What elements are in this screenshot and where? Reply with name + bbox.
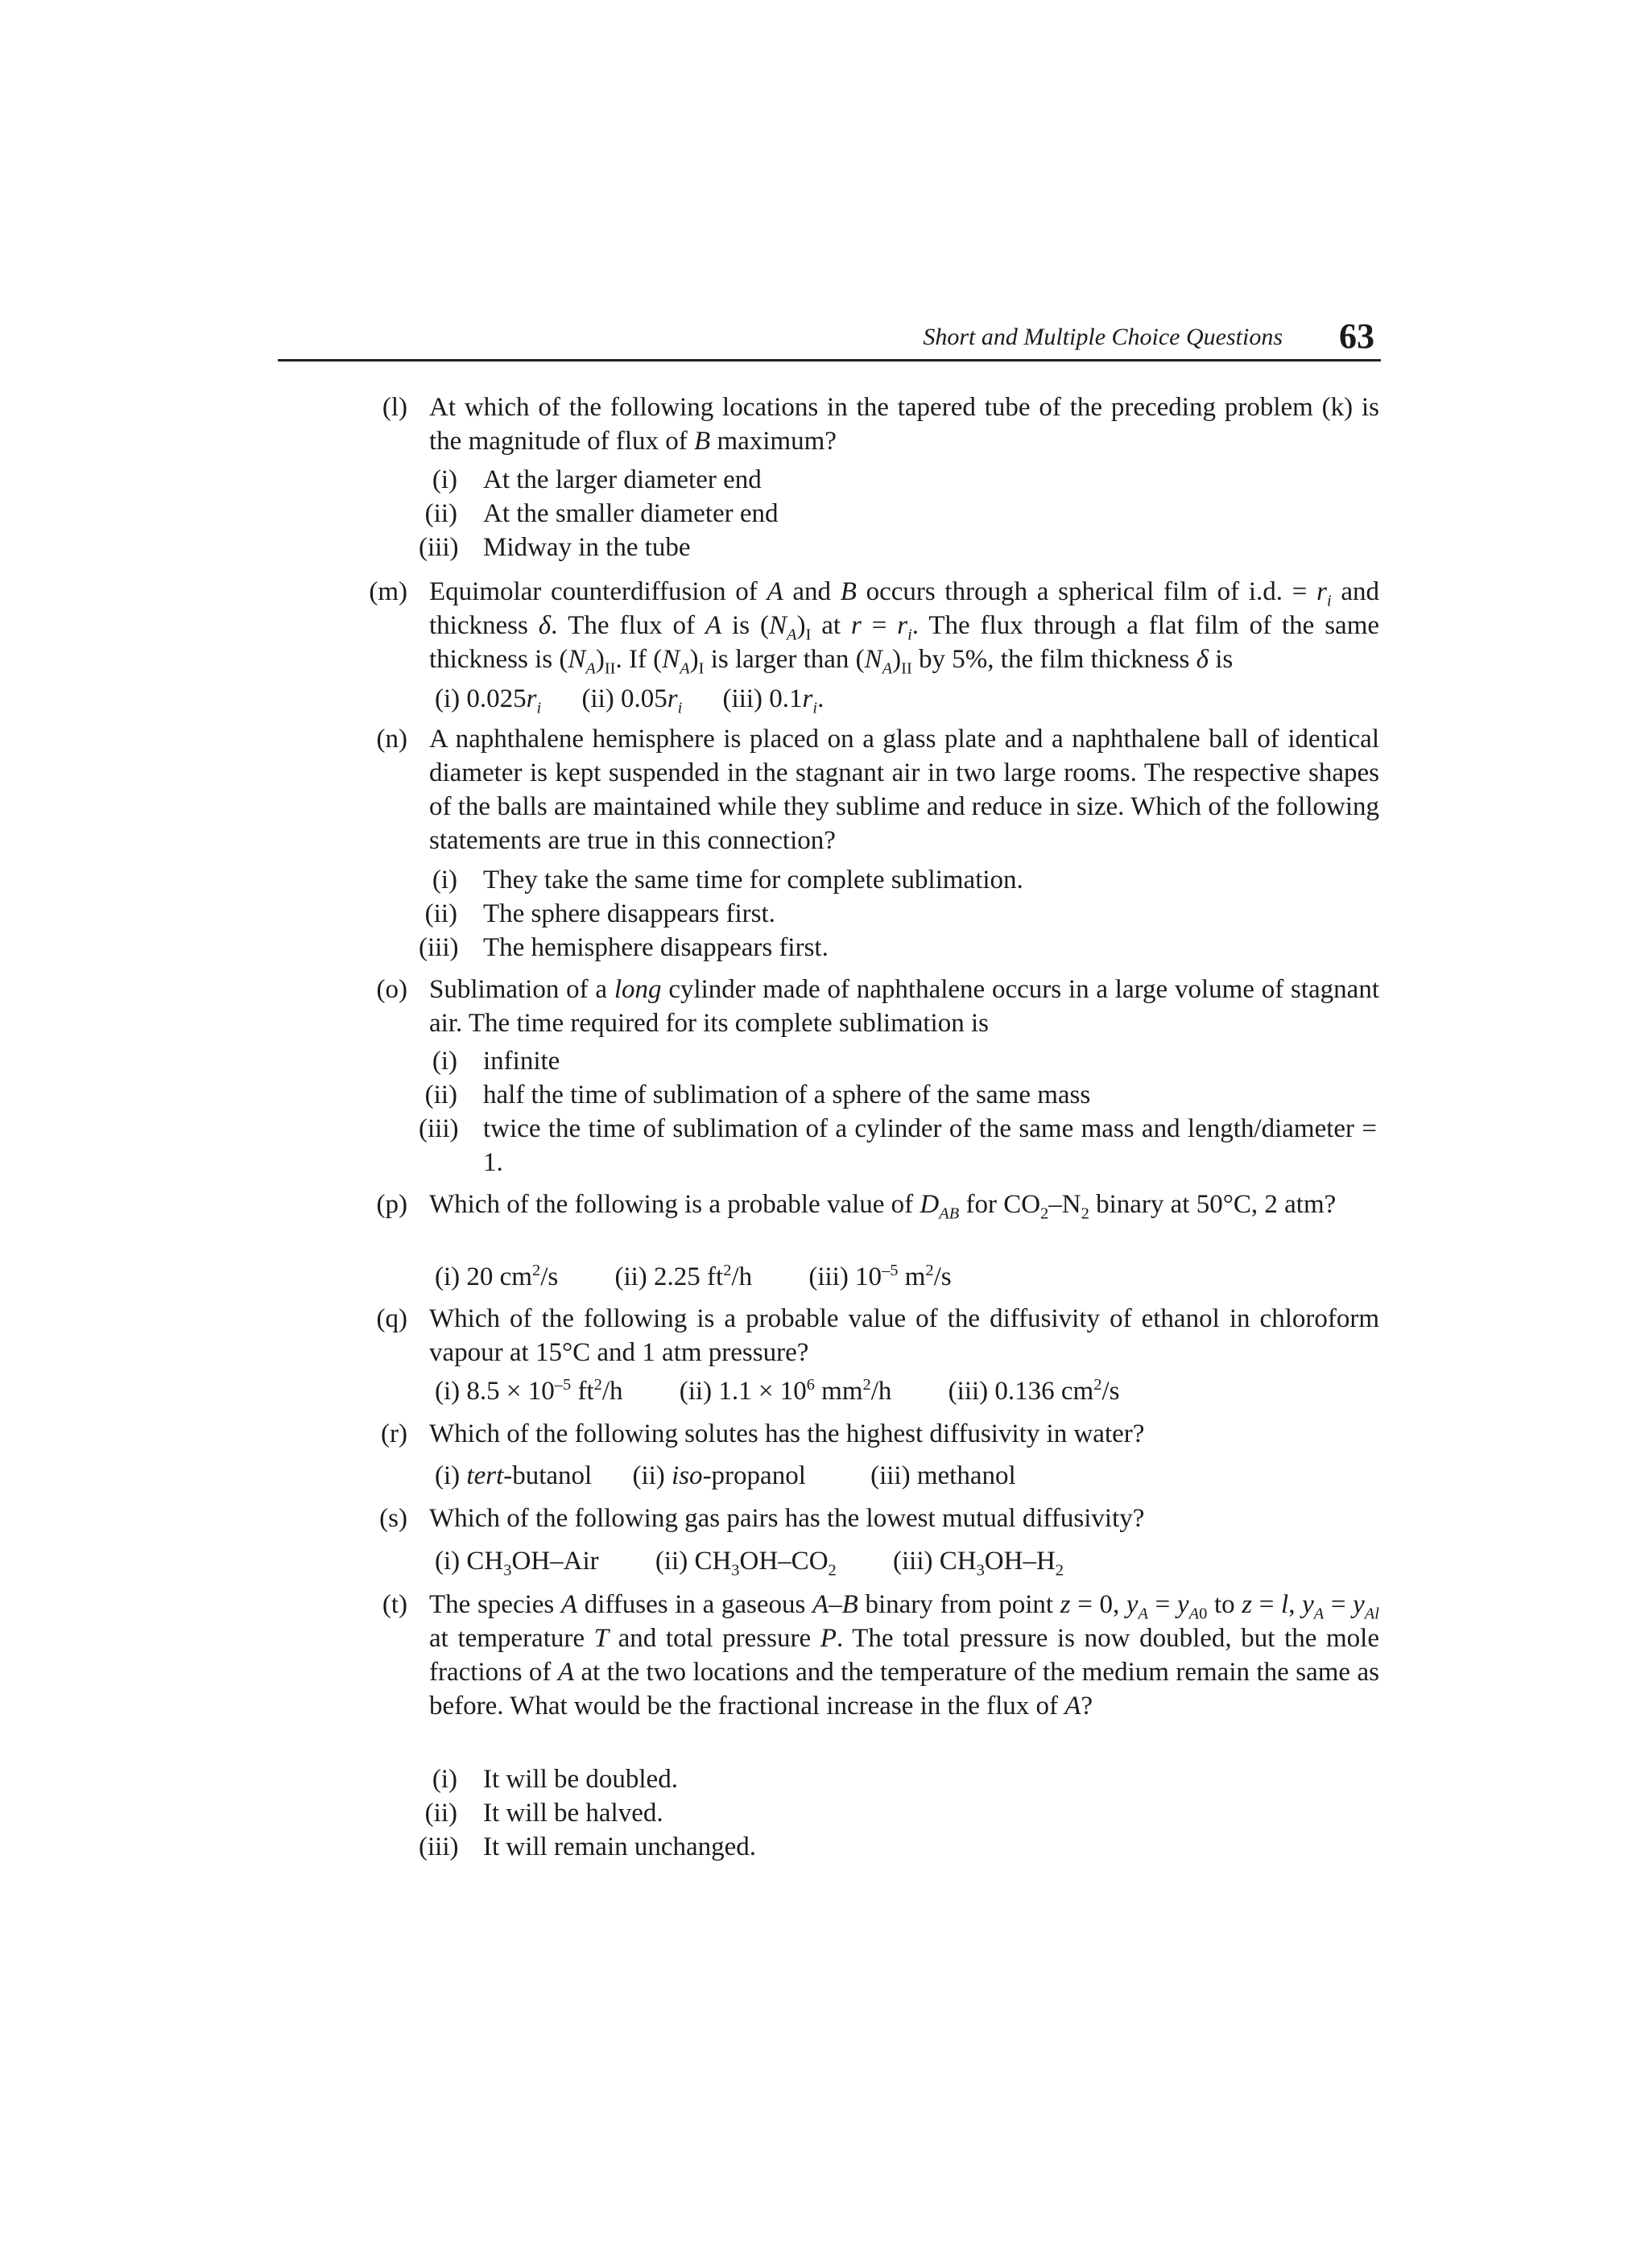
option-item: (ii) iso-propanol [632, 1461, 806, 1490]
question-stem: Which of the following gas pairs has the lowest mutual diffusivity? [429, 1504, 1145, 1533]
option-item: (i) At the larger diameter end [432, 465, 762, 494]
question-stem: Which of the following is a probable value of $D_{AB}$ for $CO_2-N_2$ binary at 50°C, 2 atm? [429, 1190, 1337, 1223]
option-item: (i) 20 $cm^2/s$ [435, 1262, 559, 1291]
option-item: (ii) $CH_3OH-CO_2$ [655, 1547, 837, 1580]
question-stem: Which of the following is a probable value of the diffusivity of ethanol in chloroform vapour at 15°C and 1 atm pressure? [429, 1304, 1379, 1367]
option-item: (ii) It will be halved. [424, 1799, 663, 1828]
option-item: (iii) $CH_3OH-H_2$ [893, 1547, 1064, 1580]
page-number: 63 [1339, 316, 1374, 356]
question-stem: A naphthalene hemisphere is placed on a glass plate and a naphthalene ball of identical diameter is kept suspended in the stagnant air in two large rooms. The respective shapes of the balls are maintained while they sublime and reduce in size. Which of the following statements are true in this connection? [429, 725, 1379, 855]
question-stem: At which of the following locations in the tapered tube of the preceding problem (k) is the magnitude of flux of B maximum? [429, 393, 1379, 456]
option-item: (i) It will be doubled. [432, 1765, 678, 1794]
option-list [419, 463, 1385, 564]
running-title: Short and Multiple Choice Questions [923, 324, 1283, 350]
option-row [435, 1459, 1016, 1493]
option-row [435, 1260, 952, 1294]
question-stem: Equimolar counterdiffusion of A and B occurs through a spherical film of i.d. = $r_i$ and thickness δ. The flux of A is $(N_A)_I$ at $r = r_i$. The flux through a flat film of the same thickness is $(N_A)_{II}$. If $(N_A)_I$ is larger than $(N_A)_{II}$ by 5%, the film thickness δ is [429, 577, 1380, 678]
option-item: (i) $CH_3OH$–Air [435, 1547, 599, 1580]
option-row [435, 1374, 1119, 1408]
option-item: (iii) 0.136 $cm^2/s$ [948, 1376, 1120, 1406]
option-row [435, 682, 824, 716]
option-item: (ii) $1.1 \times 10^6$ $mm^2/h$ [679, 1376, 892, 1406]
option-row [435, 1544, 1064, 1578]
option-item: (ii) At the smaller diameter end [424, 499, 779, 528]
question-stem: Sublimation of a long cylinder made of naphthalene occurs in a large volume of stagnant air. The time required for its complete sublimation is [429, 975, 1379, 1038]
option-list [419, 863, 1385, 965]
question-label: (r) [381, 1419, 407, 1448]
option-item: (i) infinite [432, 1047, 560, 1076]
option-item: (i) tert-butanol [435, 1461, 593, 1490]
header-rule [278, 359, 1381, 361]
question-label: (o) [376, 975, 407, 1004]
option-item: (iii) $10^{-5}$ $m^2/s$ [808, 1262, 952, 1291]
question-label: (s) [379, 1504, 407, 1533]
option-item: (iii) The hemisphere disappears first. [419, 933, 829, 962]
question-label: (p) [376, 1190, 407, 1219]
question-label: (n) [376, 725, 407, 754]
option-item: (iii) $0.1r_i$. [722, 684, 824, 717]
option-list [419, 1762, 1385, 1864]
question-stem: Which of the following solutes has the highest diffusivity in water? [429, 1419, 1145, 1448]
option-item: (ii) $0.05r_i$ [581, 684, 683, 717]
option-item: (iii) Midway in the tube [419, 533, 691, 562]
question-label: (q) [376, 1304, 407, 1333]
page-header [278, 316, 1381, 359]
option-item: (iii) twice the time of sublimation of a cylinder of the same mass and length/diameter = 1. [419, 1114, 1377, 1177]
option-item: (i) They take the same time for complete sublimation. [432, 865, 1023, 894]
option-item: (i) $0.025r_i$ [435, 684, 542, 717]
option-item: (ii) half the time of sublimation of a sphere of the same mass [424, 1080, 1091, 1109]
option-item: (iii) methanol [870, 1461, 1016, 1490]
option-item: (iii) It will remain unchanged. [419, 1832, 757, 1861]
option-item: (ii) 2.25 $ft^2/h$ [614, 1262, 753, 1291]
option-list [419, 1044, 1385, 1179]
question-stem: The species A diffuses in a gaseous A–B binary from point z = 0, $y_A = y_{A0}$ to z = l, $y_A = y_{Al}$ at temperature T and total pressure P. The total pressure is now doubled, but the mole fractions of A at the two locations and the temperature of the medium remain the same as before. What would be the fractional increase in the flux of A? [429, 1590, 1379, 1721]
question-label: (l) [382, 393, 407, 422]
question-label: (t) [382, 1590, 407, 1619]
question-label: (m) [369, 577, 407, 606]
option-item: (ii) The sphere disappears first. [424, 899, 775, 928]
option-item: (i) $8.5 \times 10^{-5}$ $ft^2/h$ [435, 1376, 623, 1406]
